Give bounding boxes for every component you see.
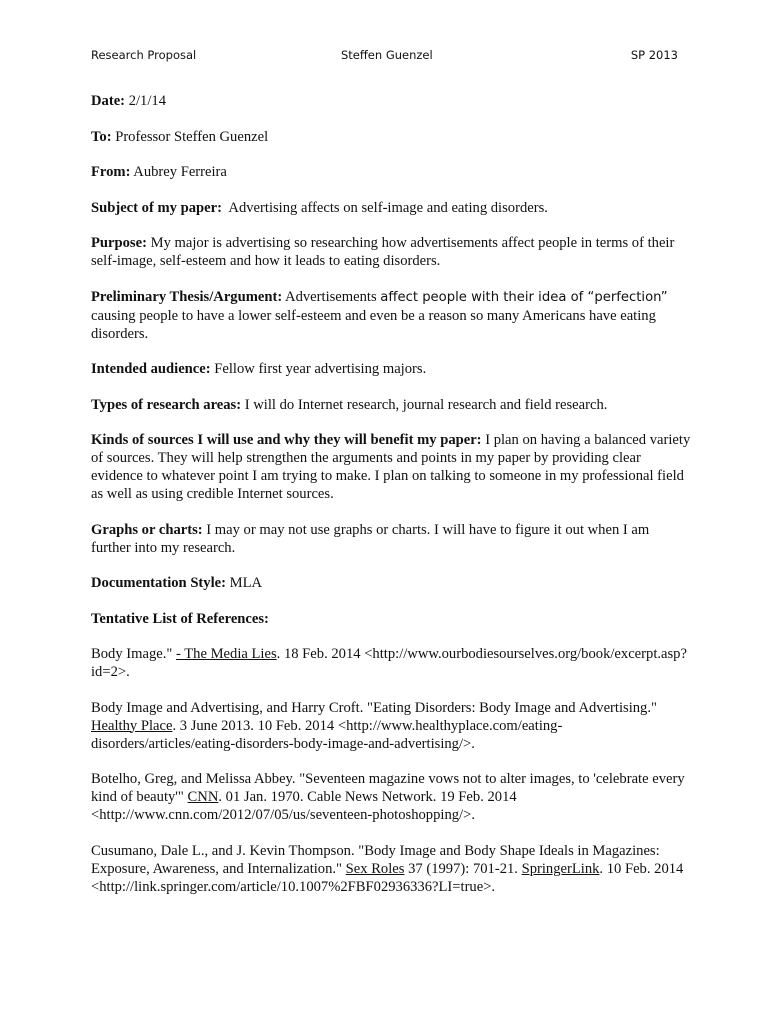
date-line (91, 92, 691, 110)
reference-text: . 10 Feb. 2014 <http://link.springer.com/article/10.1007%2FBF02936336?LI=true>. (91, 860, 684, 895)
to-value: Professor Steffen Guenzel (111, 128, 269, 145)
to-label: To: (91, 128, 112, 145)
reference-item (91, 770, 691, 824)
style-value: MLA (225, 575, 263, 591)
document-body (91, 92, 691, 913)
header-right: SP 2013 (630, 48, 678, 62)
reference-link[interactable]: Sex Roles (345, 860, 405, 877)
subject-label: Subject of my paper: (91, 199, 222, 216)
sources-paragraph (91, 431, 691, 503)
thesis-label: Preliminary Thesis/Argument: (91, 288, 283, 305)
thesis-value-b: affect people with their idea of “perfection” (380, 289, 668, 305)
reference-item (91, 645, 691, 681)
references-heading (91, 610, 691, 628)
purpose-label: Purpose: (91, 235, 147, 251)
reference-text: Body Image and Advertising, and Harry Croft. "Eating Disorders: Body Image and Advertising." (91, 699, 657, 716)
sources-label: Kinds of sources I will use and why they will benefit my paper: (91, 432, 482, 448)
page-header (91, 48, 678, 66)
graphs-label: Graphs or charts: (91, 521, 203, 538)
to-line (91, 128, 691, 146)
purpose-paragraph (91, 234, 691, 270)
reference-text: Botelho, Greg, and Melissa Abbey. "Seventeen magazine vows not to alter images, to 'celebrate every kind of beauty'" (91, 771, 685, 805)
reference-text: . 01 Jan. 1970. Cable News Network. 19 Feb. 2014 <http://www.cnn.com/2012/07/05/us/seventeen-photoshopping/>. (91, 789, 517, 823)
reference-link[interactable]: SpringerLink (521, 860, 600, 877)
reference-text: Body Image." (91, 646, 176, 662)
subject-line (91, 199, 691, 217)
sources-value: I plan on having a balanced variety of sources. They will help strengthen the arguments and points in my paper by providing clear evidence to whatever point I am trying to make. I plan on talking to someone in my professional field as well as using credible Internet sources. (91, 432, 691, 502)
research-areas-line (91, 396, 691, 414)
reference-text: . 18 Feb. 2014 <http://www.ourbodiesourselves.org/book/excerpt.asp?id=2>. (91, 646, 687, 680)
header-center: Steffen Guenzel (341, 48, 433, 62)
thesis-paragraph (91, 288, 691, 343)
reference-item (91, 842, 691, 896)
reference-link[interactable]: - The Media Lies (176, 646, 277, 662)
thesis-value-c: causing people to have a lower self-esteem and even be a reason so many Americans have eating disorders. (91, 307, 656, 342)
reference-text: . 3 June 2013. 10 Feb. 2014 <http://www.healthyplace.com/eating-disorders/articles/eating-disorders-body-image-and-advertising/>. (91, 717, 563, 752)
references-heading-text: Tentative List of References: (91, 610, 269, 627)
style-label: Documentation Style: (91, 575, 226, 591)
from-label: From: (91, 164, 131, 180)
reference-text: 37 (1997): 701-21. (404, 860, 522, 877)
reference-link[interactable]: Healthy Place (91, 717, 173, 734)
audience-label: Intended audience: (91, 361, 211, 377)
header-left: Research Proposal (91, 48, 197, 62)
style-line (91, 574, 691, 592)
reference-text: Cusumano, Dale L., and J. Kevin Thompson. "Body Image and Body Shape Ideals in Magazines: Exposure, Awareness, and Internalization." (91, 842, 660, 877)
graphs-value: I may or may not use graphs or charts. I will have to figure it out when I am further into my research. (91, 521, 650, 556)
reference-link[interactable]: CNN (187, 789, 219, 805)
from-line (91, 163, 691, 181)
audience-line (91, 360, 691, 378)
from-value: Aubrey Ferreira (130, 164, 227, 180)
research-areas-label: Types of research areas: (91, 396, 242, 413)
audience-value: Fellow first year advertising majors. (210, 361, 427, 377)
subject-value: Advertising affects on self-image and eating disorders. (221, 199, 548, 216)
date-value: 2/1/14 (125, 93, 166, 109)
graphs-paragraph (91, 521, 691, 557)
thesis-value-a: Advertisements (282, 288, 381, 305)
date-label: Date: (91, 93, 126, 109)
purpose-value: My major is advertising so researching how advertisements affect people in terms of their self-image, self-esteem and how it leads to eating disorders. (91, 235, 675, 269)
reference-item (91, 699, 691, 753)
research-areas-value: I will do Internet research, journal research and field research. (241, 396, 608, 413)
